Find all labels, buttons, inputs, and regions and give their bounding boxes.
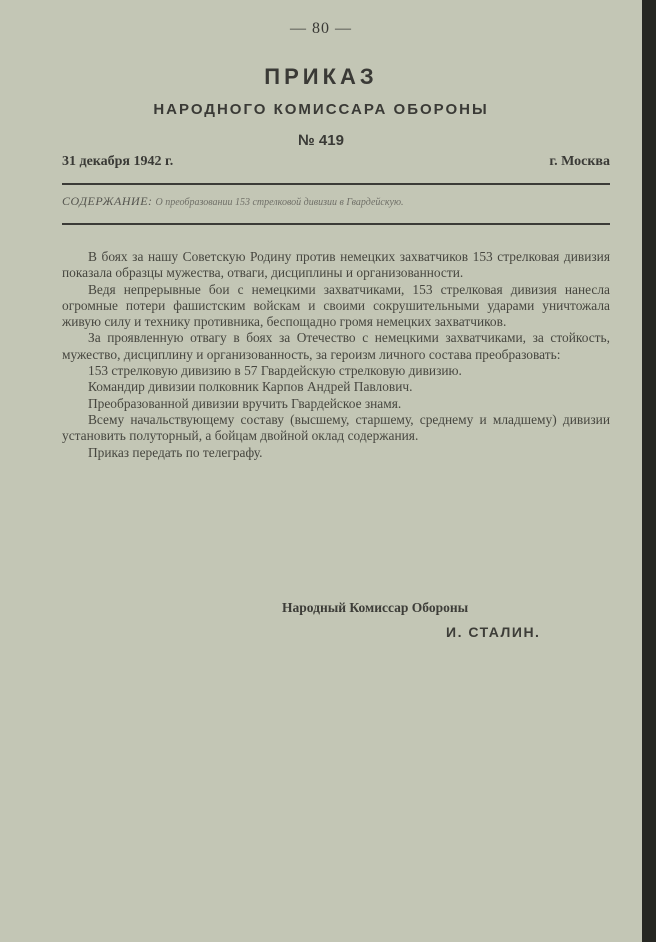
order-number: № 419 xyxy=(298,132,344,149)
page-binding-edge xyxy=(642,0,656,942)
paragraph: В боях за нашу Советскую Родину против немецких захватчиков 153 стрелковая дивизия показала образцы мужества, отваги, дисциплины и организованности. xyxy=(62,249,610,281)
contents-line xyxy=(62,194,622,209)
top-divider xyxy=(62,183,610,185)
paragraph: Ведя непрерывные бои с немецкими захватчиками, 153 стрелковая дивизия нанесла огромные потери фашистским войскам и своими сокрушительными ударами уничтожала живую силу и технику противника, беспощадно громя немецких захватчиков. xyxy=(62,281,610,330)
paragraph: Всему начальствующему составу (высшему, старшему, среднему и младшему) дивизии установить полуторный, а бойцам двойной оклад содержания. xyxy=(62,411,610,444)
bottom-divider xyxy=(62,223,610,225)
document-subtitle: НАРОДНОГО КОМИССАРА ОБОРОНЫ xyxy=(153,101,489,118)
paragraph: Командир дивизии полковник Карпов Андрей Павлович. xyxy=(88,379,413,395)
contents-text: О преобразовании 153 стрелковой дивизии в Гвардейскую. xyxy=(155,197,404,208)
signature-name: И. СТАЛИН. xyxy=(446,624,541,640)
paragraph: За проявленную отвагу в боях за Отечество с немецкими захватчиками, за стойкость, мужество, дисциплину и организованность, за героизм личного состава преобразовать: xyxy=(62,330,610,362)
page-number: — 80 — xyxy=(290,20,352,37)
paragraph: 153 стрелковую дивизию в 57 Гвардейскую стрелковую дивизию. xyxy=(88,363,462,379)
document-title: ПРИКАЗ xyxy=(264,64,378,89)
paragraph: Приказ передать по телеграфу. xyxy=(88,444,263,460)
order-body xyxy=(62,249,610,461)
paragraph: Преобразованной дивизии вручить Гвардейское знамя. xyxy=(88,395,402,411)
order-date: 31 декабря 1942 г. xyxy=(62,154,174,169)
contents-label: СОДЕРЖАНИЕ: xyxy=(62,194,153,208)
order-place: г. Москва xyxy=(549,154,610,169)
signature-title: Народный Комиссар Обороны xyxy=(282,600,469,615)
